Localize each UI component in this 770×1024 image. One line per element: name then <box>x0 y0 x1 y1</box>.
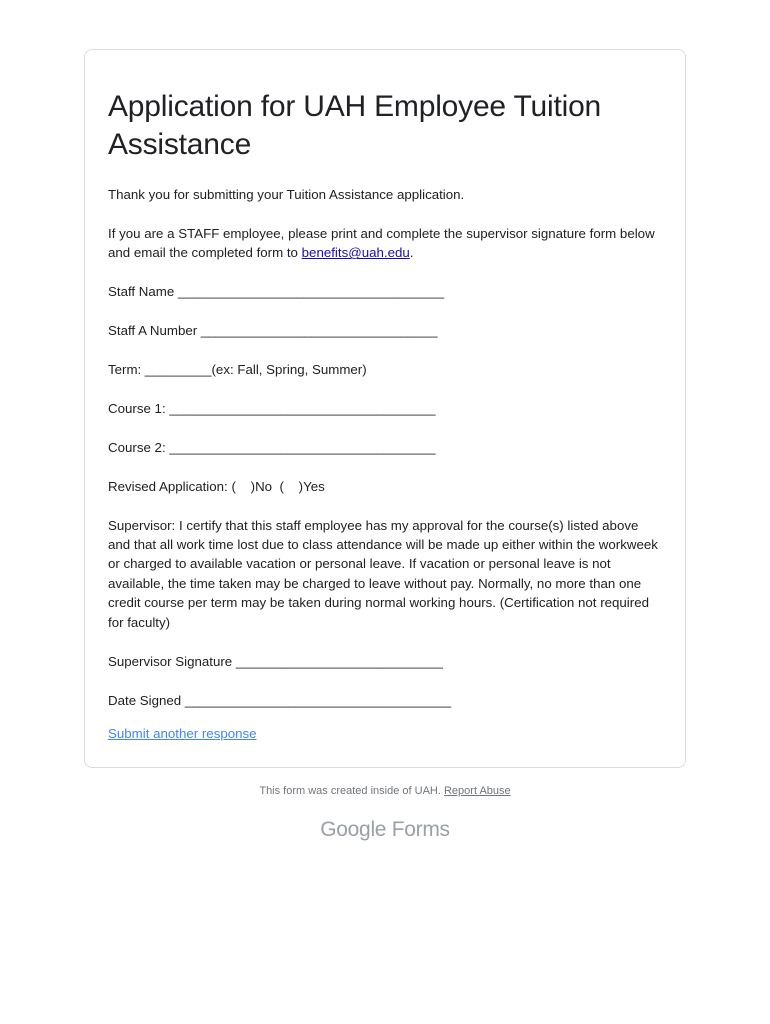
thanks-text: Thank you for submitting your Tuition Assistance application. <box>108 187 465 202</box>
term-line: Term: _________(ex: Fall, Spring, Summer) <box>108 362 367 378</box>
footer <box>0 785 770 797</box>
form-title: Application for UAH Employee Tuition Assistance <box>108 90 602 161</box>
revised-application-line: Revised Application: ( )No ( )Yes <box>108 478 325 494</box>
staff-instructions-text: If you are a STAFF employee, please print and complete the supervisor signature form below and email the completed form to <box>108 225 659 261</box>
staff-name-line: Staff Name ____________________________________ <box>108 284 445 300</box>
forms-wordmark: Forms <box>391 818 450 841</box>
google-wordmark: Google <box>320 818 387 841</box>
footer-created-text: This form was created inside of UAH. <box>259 785 441 797</box>
supervisor-signature-line: Supervisor Signature ____________________________ <box>108 653 443 669</box>
response-card <box>84 49 686 768</box>
staff-a-number-line: Staff A Number ________________________________ <box>108 323 438 339</box>
staff-instructions <box>108 224 662 263</box>
report-abuse-link[interactable]: Report Abuse <box>443 785 511 797</box>
staff-instructions-end: . <box>409 245 414 261</box>
course2-line: Course 2: ____________________________________ <box>108 439 436 455</box>
benefits-email-link[interactable]: benefits@uah.edu <box>301 245 410 261</box>
confirmation-message <box>108 185 662 710</box>
supervisor-statement: Supervisor: I certify that this staff employee has my approval for the course(s) listed above and that all work time lost due to class attendance will be made up either within the workweek or charged to available vacation or personal leave. If vacation or personal leave is not available, the time taken may be charged to leave without pay. Normally, no more than one credit course per term may be taken during normal working hours. (Certification not required for faculty) <box>108 517 662 630</box>
google-forms-logo[interactable] <box>0 818 770 842</box>
course1-line: Course 1: ____________________________________ <box>108 400 436 416</box>
date-signed-line: Date Signed ____________________________________ <box>108 692 452 708</box>
submit-another-response-link[interactable]: Submit another response <box>108 726 257 741</box>
